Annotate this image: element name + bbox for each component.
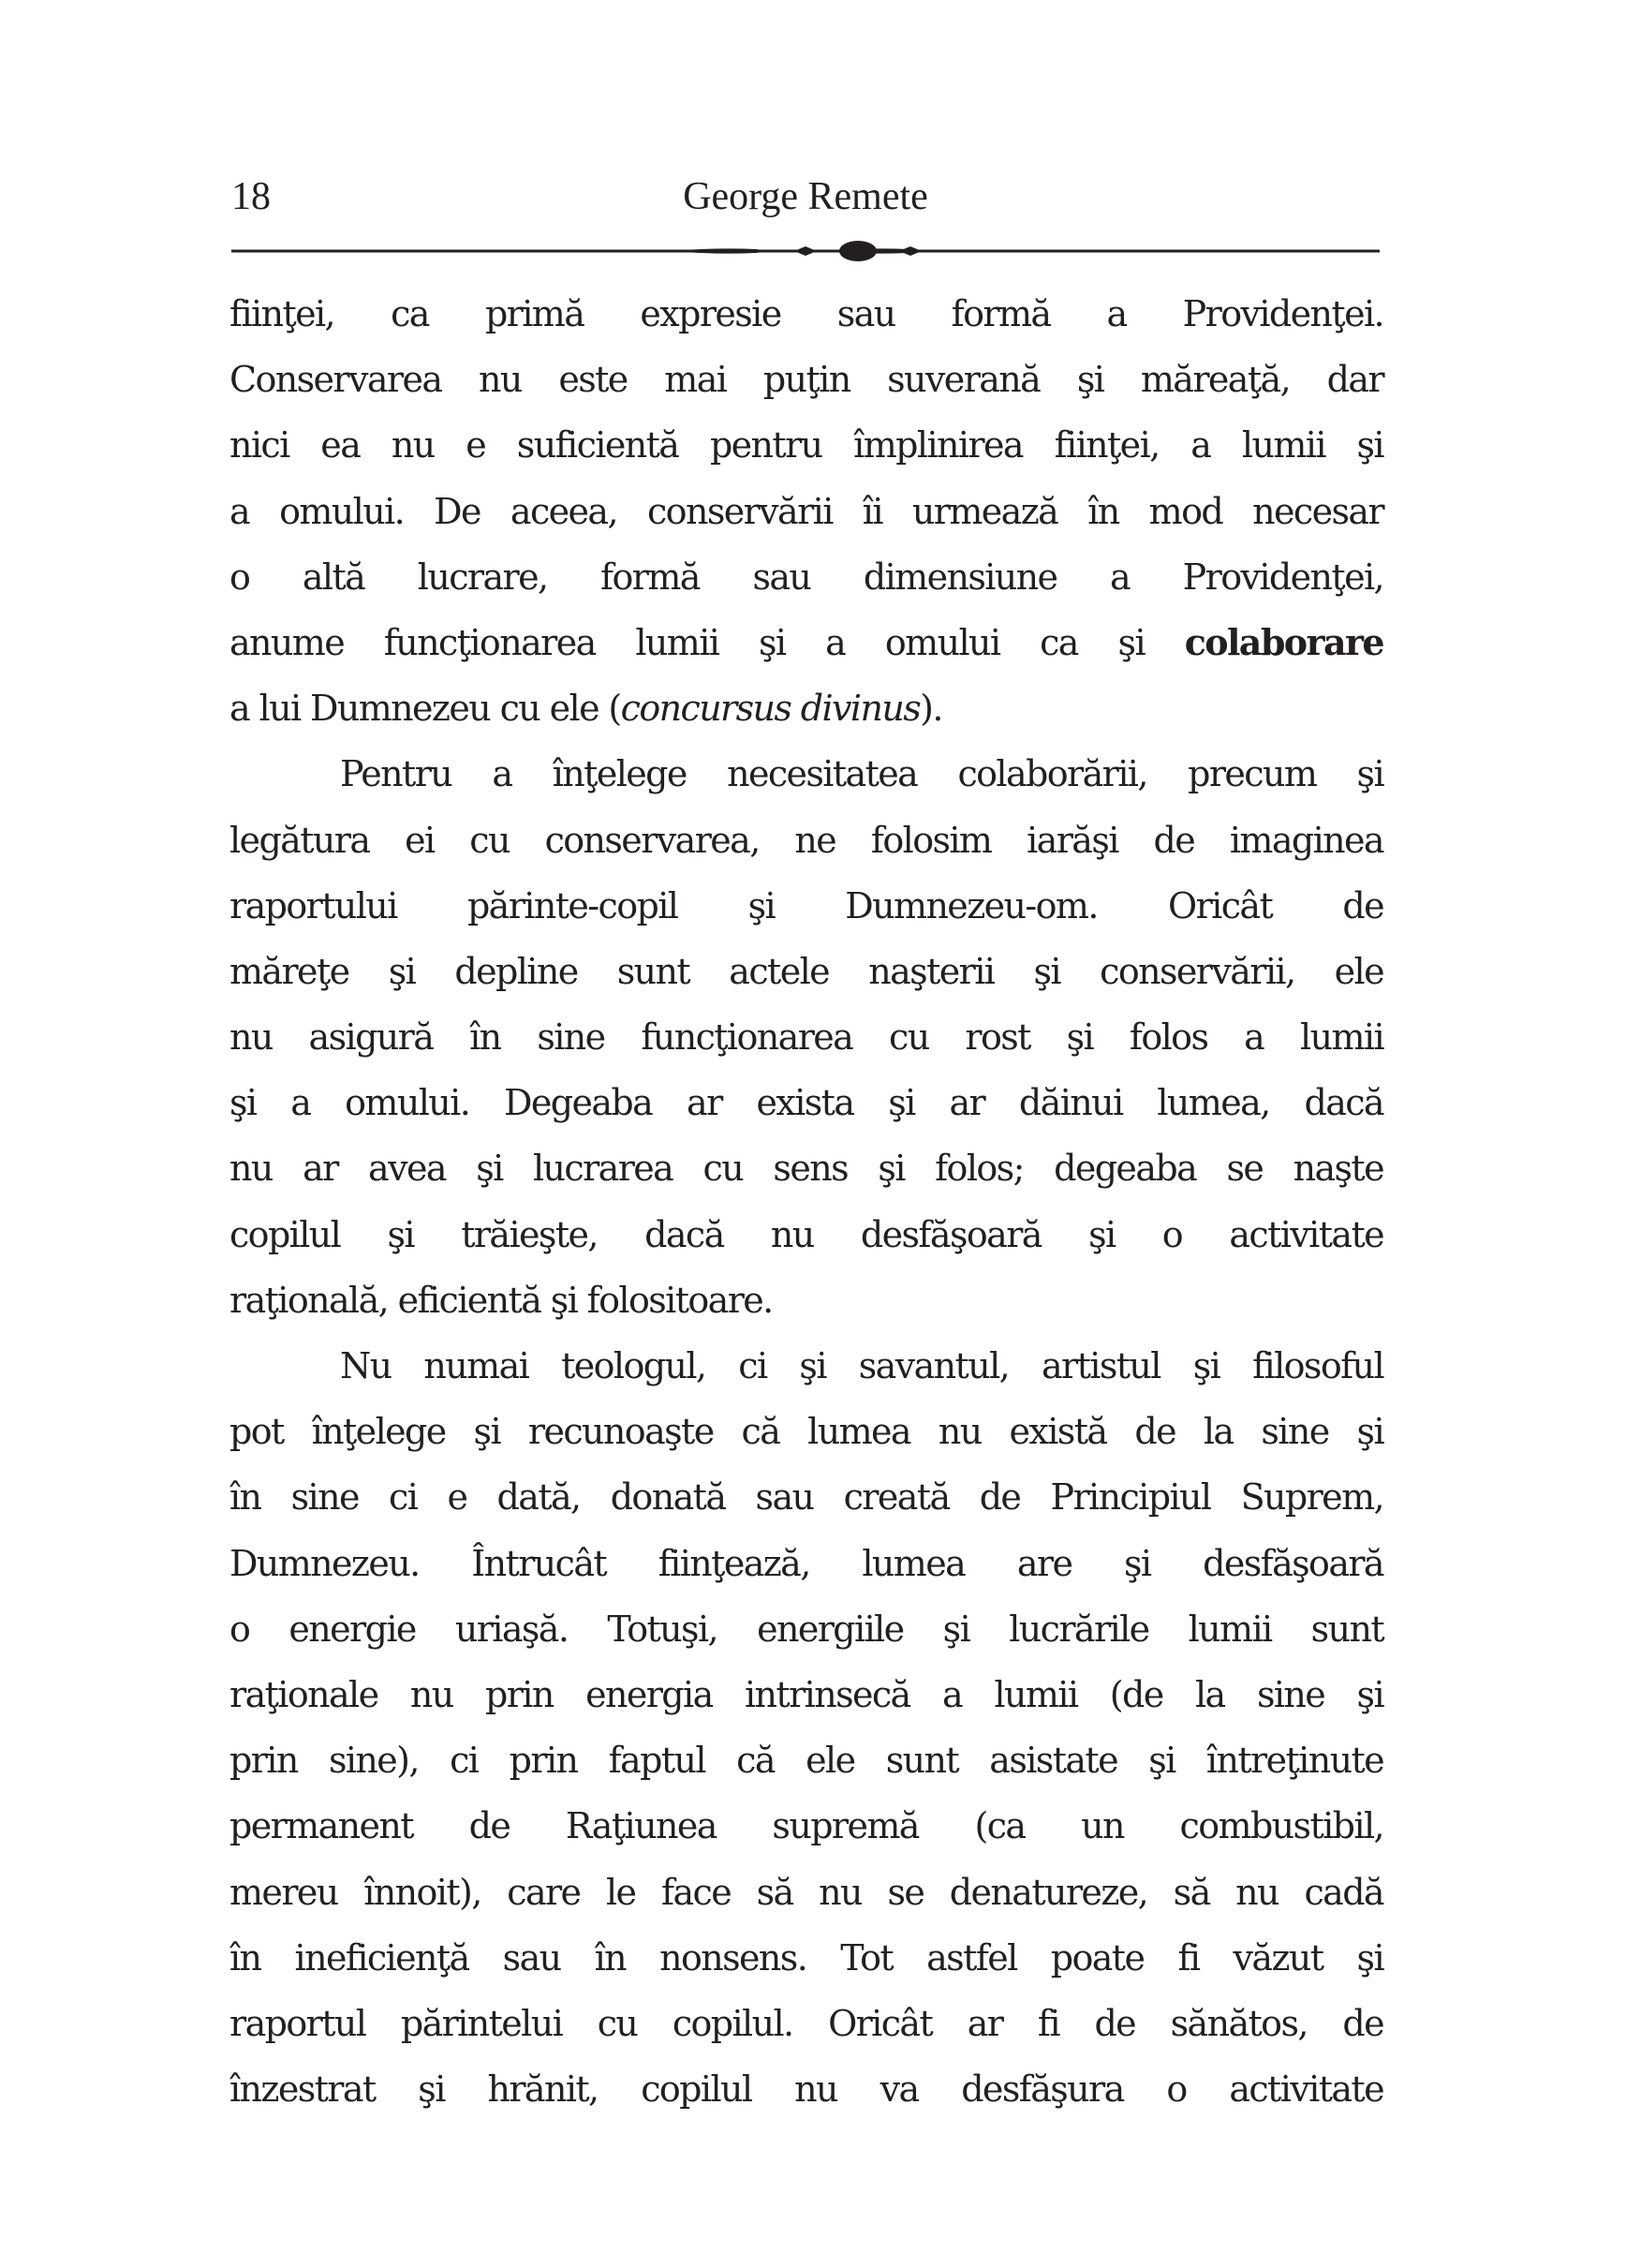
- text-run: Pentru a înţelege necesitatea colaborării, precum şi: [340, 753, 1383, 795]
- text-run: ).: [920, 688, 942, 730]
- text-line: [229, 412, 1383, 478]
- text-line: [229, 479, 1383, 544]
- text-line: [229, 808, 1383, 873]
- text-line: [229, 1925, 1383, 1991]
- text-run: copilul şi trăieşte, dacă nu desfăşoară şi o activitate: [229, 1213, 1383, 1255]
- text-line: [229, 2056, 1383, 2122]
- text-run: anume funcţionarea lumii şi a omului ca şi: [229, 621, 1185, 663]
- header-ornamental-rule: [231, 239, 1380, 263]
- text-run: raţionale nu prin energia intrinsecă a lumii (de la sine şi: [229, 1673, 1383, 1715]
- text-run: permanent de Raţiunea supremă (ca un combustibil,: [229, 1805, 1383, 1847]
- text-run: o altă lucrare, formă sau dimensiune a Providenţei,: [229, 556, 1383, 598]
- text-run: a omului. De aceea, conservării îi urmează în mod necesar: [229, 490, 1383, 532]
- rule-diamond-left: [794, 246, 817, 256]
- text-line: [229, 1004, 1383, 1070]
- text-line: [229, 873, 1383, 939]
- text-run: măreţe şi depline sunt actele naşterii şi conservării, ele: [229, 950, 1383, 992]
- text-line: [229, 1662, 1383, 1727]
- text-line: [229, 1135, 1383, 1201]
- rule-ornament-center: [839, 241, 877, 261]
- text-line: [229, 1531, 1383, 1596]
- text-run: raportului părinte-copil şi Dumnezeu-om. Oricât de: [229, 884, 1383, 926]
- page-header: [231, 169, 1380, 225]
- text-run: nu ar avea şi lucrarea cu sens şi folos; degeaba se naşte: [229, 1148, 1383, 1190]
- rule-swell-left: [672, 248, 770, 253]
- text-run: înzestrat şi hrănit, copilul nu va desfăşura o activitate: [229, 2068, 1383, 2111]
- text-run: fiinţei, ca primă expresie sau formă a Providenţei.: [229, 293, 1383, 334]
- text-run: nu asigură în sine funcţionarea cu rost şi folos a lumii: [229, 1016, 1383, 1059]
- text-line: [229, 939, 1383, 1004]
- text-run: nici ea nu e suficientă pentru împlinirea fiinţei, a lumii şi: [229, 424, 1383, 467]
- text-run: legătura ei cu conservarea, ne folosim iarăşi de imaginea: [229, 819, 1383, 861]
- running-head-author: George Remete: [683, 175, 928, 218]
- body-text: [229, 281, 1383, 2122]
- text-line: [229, 1596, 1383, 1662]
- text-run: Nu numai teologul, ci şi savantul, artistul şi filosoful: [340, 1345, 1383, 1386]
- text-run: în sine ci e dată, donată sau creată de Principiul Suprem,: [229, 1476, 1383, 1519]
- page-number: 18: [231, 175, 271, 218]
- text-line: [229, 1202, 1383, 1267]
- text-line: [229, 610, 1383, 675]
- text-run: a lui Dumnezeu cu ele (: [229, 688, 621, 730]
- text-line: [229, 1991, 1383, 2056]
- text-run: mereu înnoit), care le face să nu se denatureze, să nu cadă: [229, 1871, 1383, 1913]
- paragraph: [229, 1333, 1383, 2122]
- text-line: [229, 1793, 1383, 1859]
- text-line: [229, 281, 1383, 347]
- paragraph: [229, 281, 1383, 741]
- text-line: [229, 741, 1383, 807]
- text-line: [229, 675, 1383, 741]
- text-run: raportul părintelui cu copilul. Oricât ar fi de sănătos, de: [229, 2002, 1383, 2044]
- text-run: în ineficienţă sau în nonsens. Tot astfel poate fi văzut şi: [229, 1936, 1383, 1979]
- text-line: [229, 1267, 1383, 1333]
- text-run: raţională, eficientă şi folositoare.: [229, 1279, 773, 1321]
- text-run: pot înţelege şi recunoaşte că lumea nu există de la sine şi: [229, 1411, 1383, 1453]
- text-line: [229, 1860, 1383, 1925]
- rule-diamond-right-shape: [899, 246, 922, 256]
- text-run: o energie uriaşă. Totuşi, energiile şi lucrările lumii sunt: [229, 1608, 1383, 1650]
- text-run: Conservarea nu este mai puţin suverană şi măreaţă, dar: [229, 359, 1383, 401]
- text-line: [229, 1464, 1383, 1530]
- text-run: prin sine), ci prin faptul că ele sunt asistate şi întreţinute: [229, 1740, 1383, 1782]
- text-line: [229, 1070, 1383, 1135]
- text-line: [229, 544, 1383, 610]
- text-run: Dumnezeu. Întrucât fiinţează, lumea are şi desfăşoară: [229, 1542, 1383, 1584]
- emphasis-italic: concursus divinus: [620, 688, 921, 730]
- text-run: şi a omului. Degeaba ar exista şi ar dăinui lumea, dacă: [229, 1082, 1383, 1124]
- text-line: [229, 1399, 1383, 1464]
- paragraph: [229, 741, 1383, 1333]
- text-line: [229, 347, 1383, 412]
- emphasis-bold: colaborare: [1184, 620, 1383, 663]
- text-line: [229, 1727, 1383, 1793]
- text-line: [229, 1333, 1383, 1399]
